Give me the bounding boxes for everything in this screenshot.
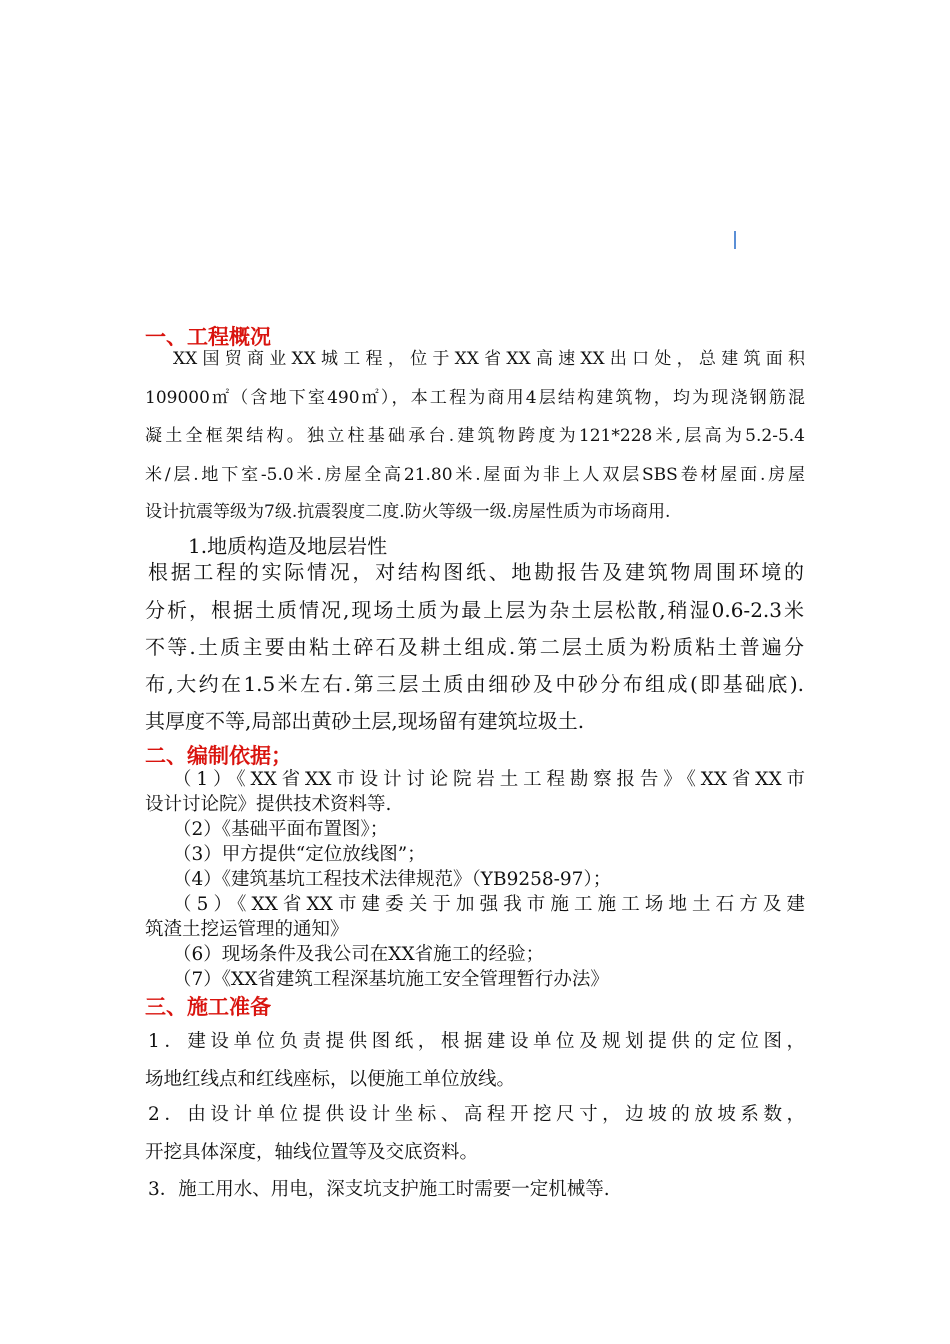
preparation-item-1: 1．建设单位负责提供图纸，根据建设单位及规划提供的定位图， (148, 1031, 805, 1052)
basis-item-2: （2）《基础平面布置图》； (173, 819, 389, 840)
geology-line-3: 不等.土质主要由粘土碎石及耕土组成.第二层土质为粉质粘土普遍分 (145, 635, 804, 659)
overview-line-5: 设计抗震等级为7级.抗震裂度二度.防火等级一级.房屋性质为市场商用. (145, 502, 671, 522)
overview-line-1: XX国贸商业XX城工程，位于XX省XX高速XX出口处，总建筑面积 (173, 349, 805, 369)
basis-item-7: （7）《XX省建筑工程深基坑施工安全管理暂行办法》 (173, 969, 609, 990)
section-heading-preparation: 三、施工准备 (145, 995, 271, 1019)
overview-line-2: 109000㎡（含地下室490㎡），本工程为商用4层结构建筑物，均为现浇钢筋混 (145, 388, 805, 408)
basis-item-3: （3）甲方提供“定位放线图”； (173, 844, 426, 865)
geology-subheading: 1.地质构造及地层岩性 (188, 534, 388, 558)
section-heading-basis: 二、编制依据； (145, 744, 292, 768)
basis-item-6: （6）现场条件及我公司在XX省施工的经验； (173, 944, 545, 965)
preparation-item-1-cont: 场地红线点和红线座标，以便施工单位放线。 (145, 1069, 516, 1090)
geology-line-2: 分析，根据土质情况,现场土质为最上层为杂土层松散,稍湿0.6-2.3米 (145, 598, 804, 622)
basis-item-1: （1）《XX省XX市设计讨论院岩土工程勘察报告》《XX省XX市 (173, 769, 805, 790)
basis-item-4: （4）《建筑基坑工程技术法律规范》（YB9258-97）； (173, 869, 612, 890)
basis-item-1-cont: 设计讨论院》提供技术资料等. (145, 794, 392, 815)
overview-line-3: 凝土全框架结构。独立柱基础承台.建筑物跨度为121*228米,层高为5.2-5.4 (145, 426, 805, 446)
preparation-item-2-cont: 开挖具体深度，轴线位置等及交底资料。 (145, 1142, 479, 1163)
geology-line-4: 布,大约在1.5米左右.第三层土质由细砂及中砂分布组成(即基础底). (145, 672, 804, 696)
section-heading-overview: 一、工程概况 (145, 325, 271, 349)
geology-line-5: 其厚度不等,局部出黄砂土层,现场留有建筑垃圾土. (145, 709, 585, 733)
preparation-item-3: 3．施工用水、用电，深支坑支护施工时需要一定机械等. (148, 1179, 610, 1200)
geology-line-1: 根据工程的实际情况，对结构图纸、地勘报告及建筑物周围环境的 (148, 560, 804, 584)
basis-item-5-cont: 筑渣土挖运管理的通知》 (145, 919, 349, 940)
preparation-item-2: 2．由设计单位提供设计坐标、高程开挖尺寸，边坡的放坡系数， (148, 1104, 805, 1125)
text-cursor-mark (734, 231, 736, 249)
overview-line-4: 米/层.地下室-5.0米.房屋全高21.80米.屋面为非上人双层SBS卷材屋面.房屋 (145, 465, 805, 485)
basis-item-5: （5）《XX省XX市建委关于加强我市施工施工场地土石方及建 (173, 894, 805, 915)
